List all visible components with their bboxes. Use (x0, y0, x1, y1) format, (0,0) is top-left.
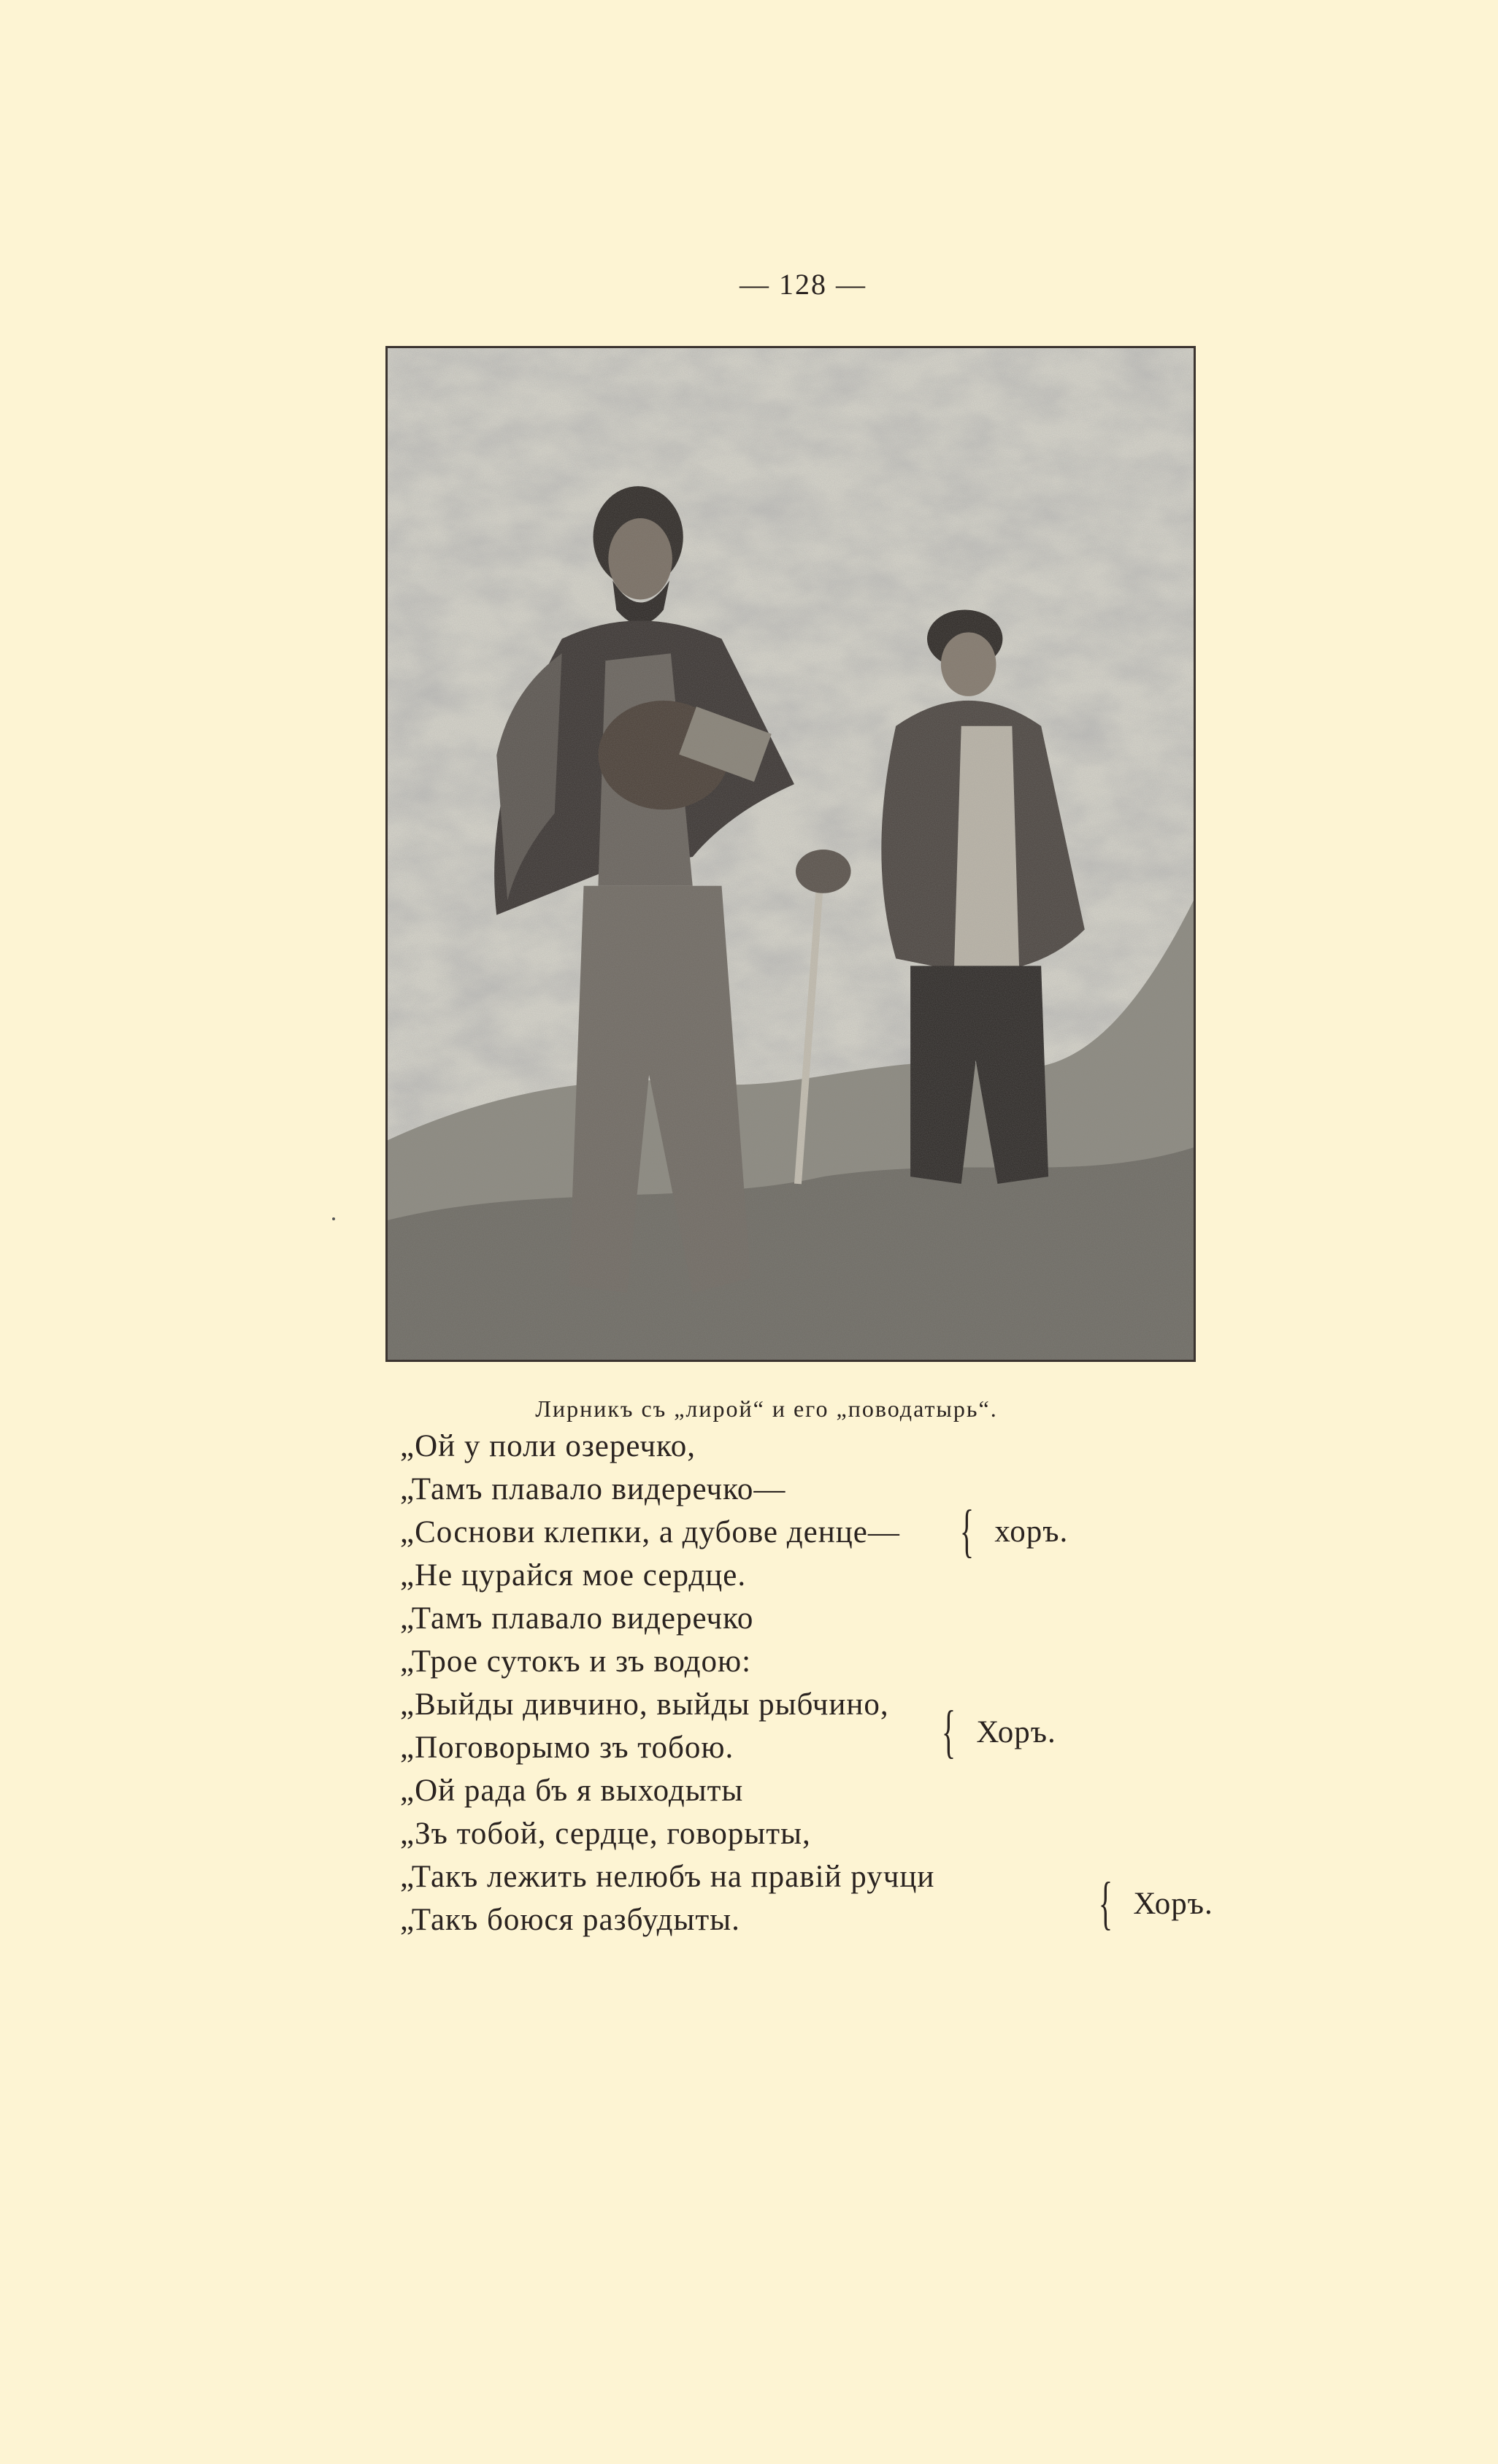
page-number: — 128 — (740, 268, 867, 301)
photo-caption: Лирникъ съ „лирой“ и его „поводатырь“. (535, 1395, 998, 1422)
chorus-marker (1091, 1871, 1213, 1936)
chorus-marker (934, 1700, 1056, 1764)
verse-block (400, 1425, 934, 1941)
chorus-label: хоръ. (994, 1514, 1069, 1549)
stray-mark (332, 1217, 335, 1220)
verse-line: „Такъ лежить нелюбъ на правій ручци (400, 1860, 935, 1894)
verse-line: „Тамъ плавало видеречко (400, 1601, 754, 1636)
chorus-label: Хоръ. (976, 1714, 1056, 1749)
chorus-marker (953, 1499, 1069, 1563)
photograph (385, 346, 1196, 1362)
verse-line: „Поговорымо зъ тобою. (400, 1730, 734, 1765)
verse-line: „Такъ боюся разбудыты. (400, 1903, 740, 1937)
verse-line: „Выйды дивчино, выйды рыбчино, (400, 1687, 889, 1722)
photo-illustration (388, 348, 1194, 1360)
verse-line: „Трое сутокъ и зъ водою: (400, 1644, 752, 1679)
brace-glyph: { (959, 1499, 975, 1563)
verse-line: „Не цурайся мое сердце. (400, 1558, 747, 1593)
verse-line: „Тамъ плавало видеречко— (400, 1472, 786, 1506)
verse-line: „Соснови клепки, а дубове денце— (400, 1515, 900, 1549)
verse-line: „Ой у поли озеречко, (400, 1429, 696, 1463)
brace-glyph: { (1098, 1871, 1113, 1936)
verse-line: „Ой рада бъ я выходыты (400, 1774, 744, 1808)
verse-line: „Зъ тобой, сердце, говорыты, (400, 1817, 811, 1851)
chorus-label: Хоръ. (1133, 1886, 1213, 1921)
brace-glyph: { (941, 1700, 956, 1764)
